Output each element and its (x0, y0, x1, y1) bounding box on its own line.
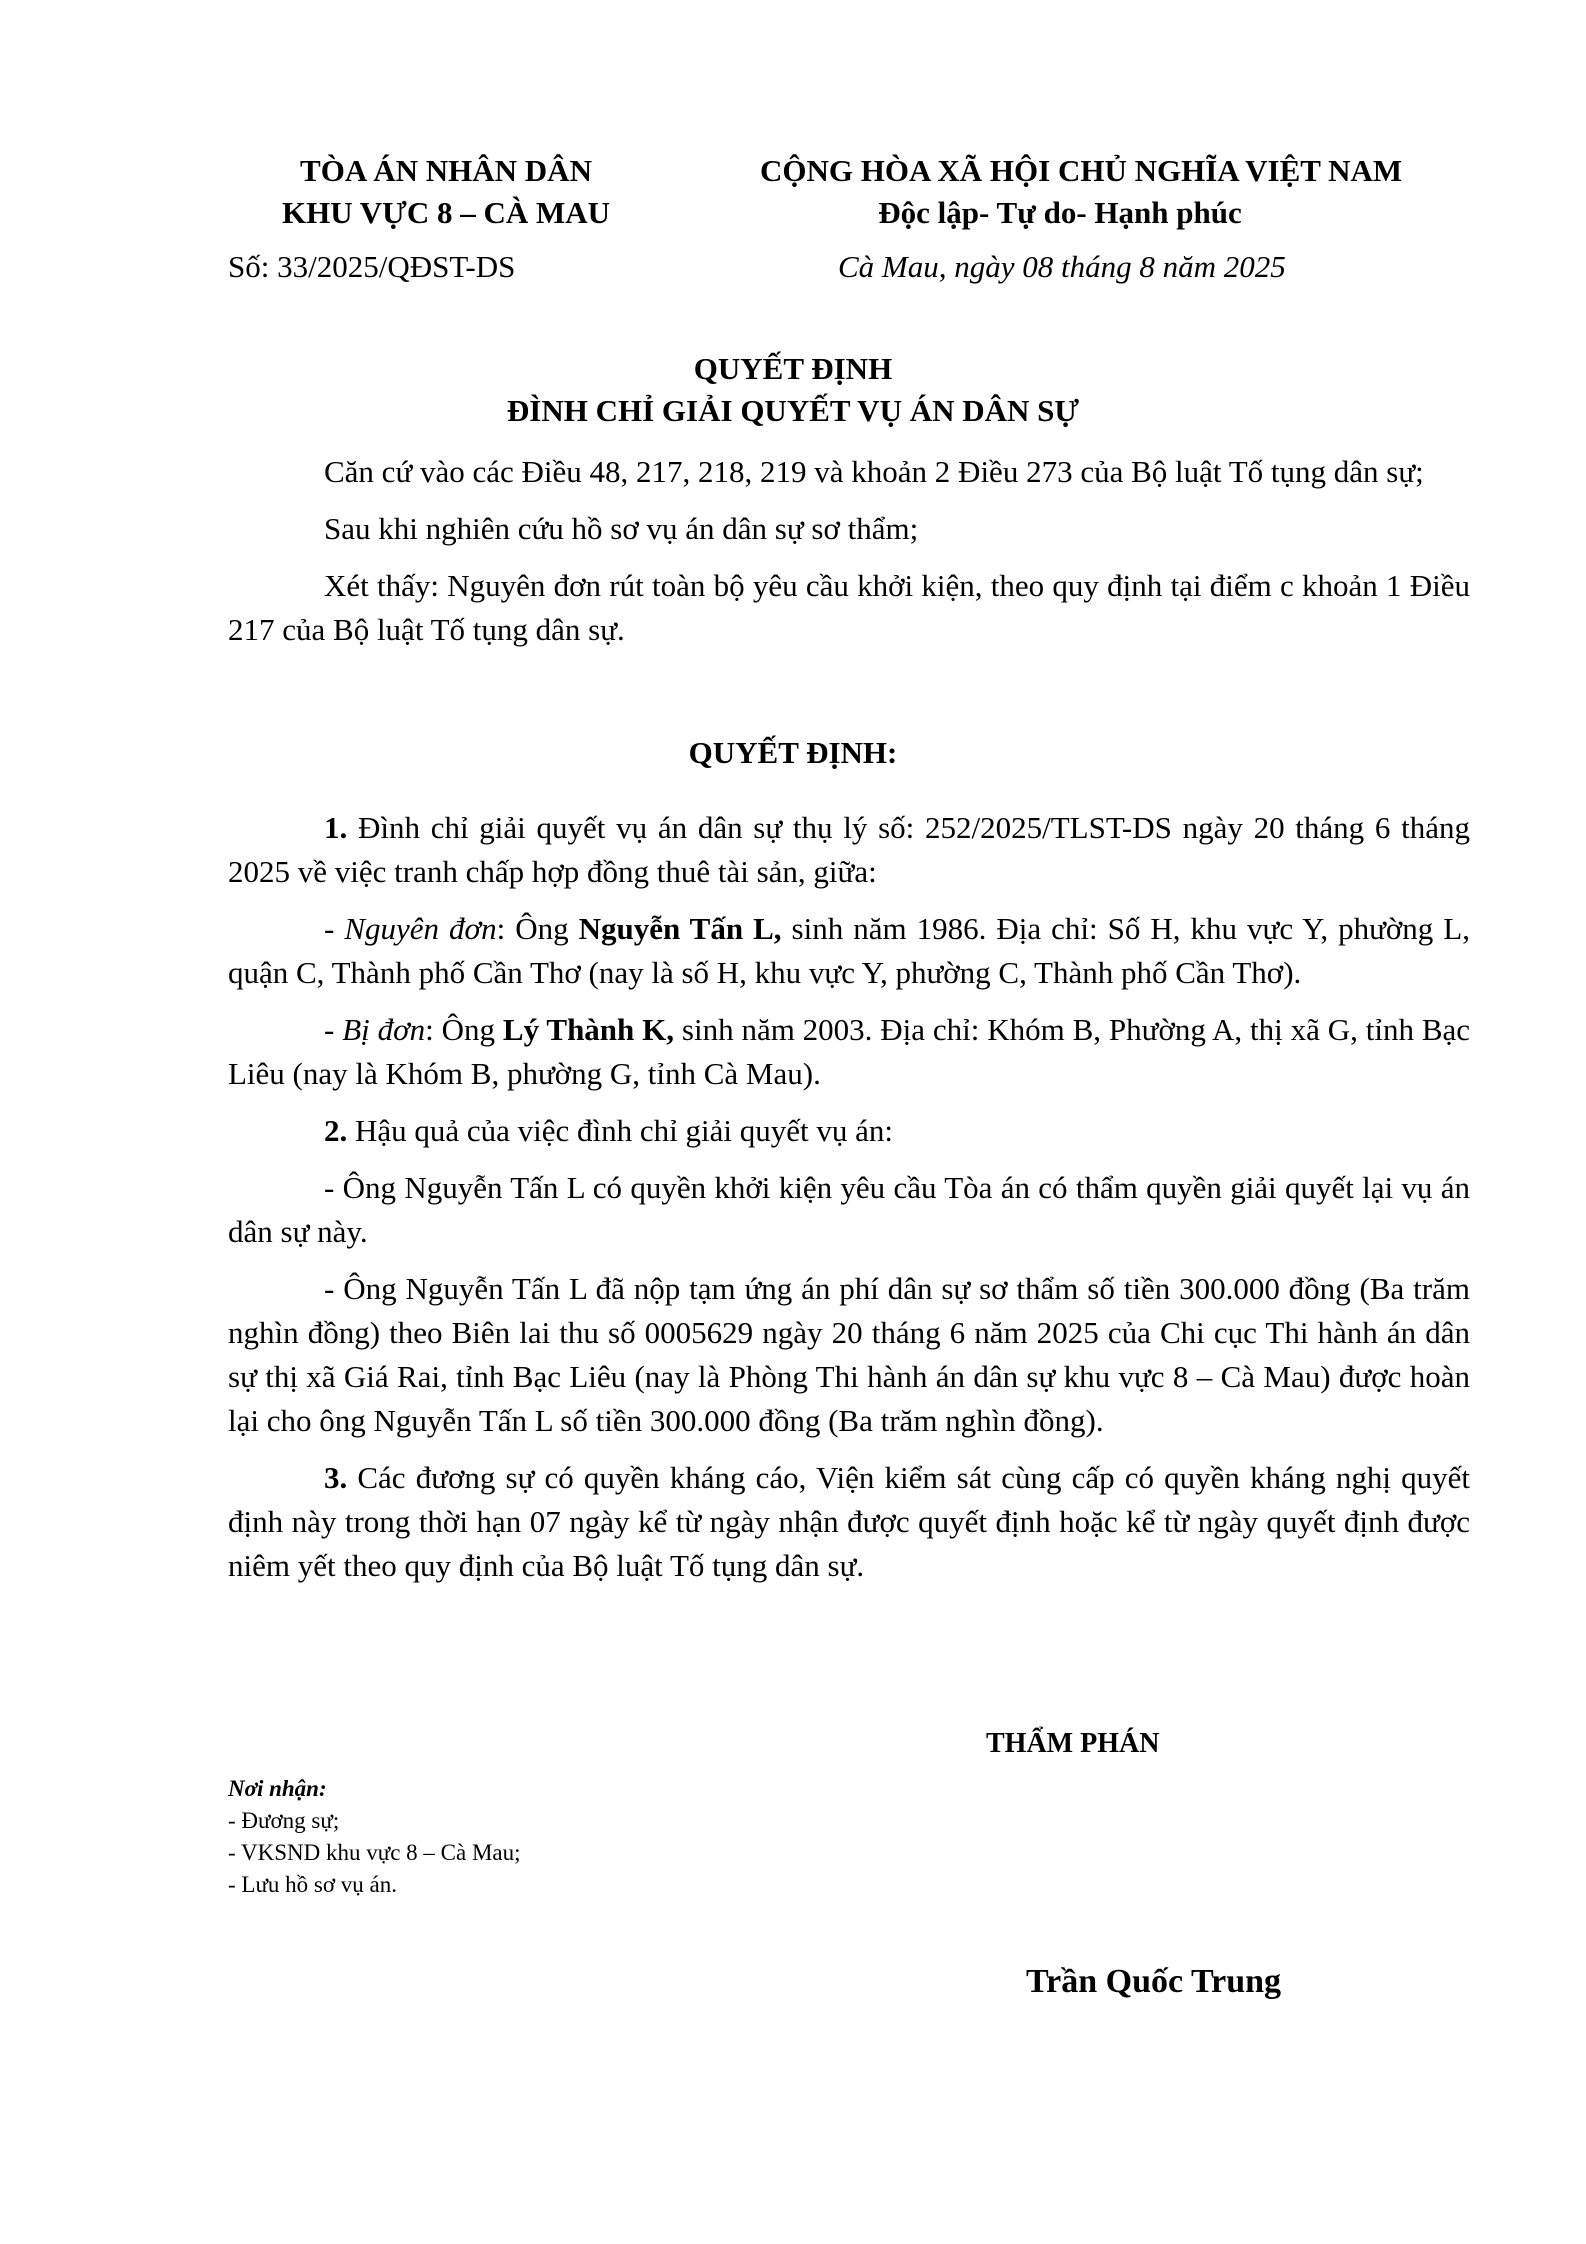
consequence-right-to-sue: - Ông Nguyễn Tấn L có quyền khởi kiện yêu cầu Tòa án có thẩm quyền giải quyết lại vụ án dân sự này. (228, 1170, 1470, 1249)
court-header (226, 150, 666, 234)
decision-item-1: 1. Đình chỉ giải quyết vụ án dân sự thụ lý số: 252/2025/TLST-DS ngày 20 tháng 6 tháng 2025 về việc tranh chấp hợp đồng thuê tài sản, giữa: (228, 810, 1470, 889)
defendant-name: Lý Thành K, (502, 1012, 675, 1047)
place-date: Cà Mau, ngày 08 tháng 8 năm 2025 (838, 249, 1286, 284)
item-number: 2. (324, 1113, 348, 1148)
defendant-paragraph: - Bị đơn: Ông Lý Thành K, sinh năm 2003. Địa chỉ: Khóm B, Phường A, thị xã G, tỉnh Bạc Liêu (nay là Khóm B, phường G, tỉnh Cà Mau). (228, 1012, 1471, 1091)
signer-name: Trần Quốc Trung (1026, 1963, 1282, 2000)
decision-body (228, 806, 1470, 1588)
plaintiff-name: Nguyễn Tấn L, (578, 911, 782, 946)
court-region: KHU VỰC 8 – CÀ MAU (281, 195, 611, 230)
nation-name: CỘNG HÒA XÃ HỘI CHỦ NGHĨA VIỆT NAM (760, 153, 1403, 188)
defendant-role: Bị đơn (342, 1012, 426, 1047)
recipient-item: - Lưu hồ sơ vụ án. (228, 1872, 397, 1897)
preamble (228, 450, 1470, 652)
plaintiff-role: Nguyên đơn (344, 911, 497, 946)
consequence-fee-refund: - Ông Nguyễn Tấn L đã nộp tạm ứng án phí dân sự sơ thẩm số tiền 300.000 đồng (Ba trăm nghìn đồng) theo Biên lai thu số 0005629 ngày 20 tháng 6 năm 2025 của Chi cục Thi hành án dân sự thị xã Giá Rai, tỉnh Bạc Liêu (nay là Phòng Thi hành án dân sự khu vực 8 – Cà Mau) được hoàn lại cho ông Nguyễn Tấn L số tiền 300.000 đồng (Ba trăm nghìn đồng). (228, 1271, 1470, 1438)
nation-motto: Độc lập- Tự do- Hạnh phúc (878, 195, 1242, 230)
document-subtitle: ĐÌNH CHỈ GIẢI QUYẾT VỤ ÁN DÂN SỰ (506, 393, 1080, 428)
item-number: 1. (324, 810, 348, 845)
signer-title: THẨM PHÁN (986, 1728, 1160, 1759)
preamble-finding: Xét thấy: Nguyên đơn rút toàn bộ yêu cầu khởi kiện, theo quy định tại điểm c khoản 1 Điều 217 của Bộ luật Tố tụng dân sự. (228, 568, 1470, 647)
decision-item-3: 3. Các đương sự có quyền kháng cáo, Viện kiểm sát cùng cấp có quyền kháng nghị quyết định này trong thời hạn 07 ngày kể từ ngày nhận được quyết định hoặc kể từ ngày quyết định được niêm yết theo quy định của Bộ luật Tố tụng dân sự. (228, 1460, 1470, 1583)
recipients-heading: Nơi nhận: (228, 1776, 327, 1801)
recipient-item: - VKSND khu vực 8 – Cà Mau; (228, 1840, 521, 1865)
national-header (760, 150, 1403, 234)
preamble-review: Sau khi nghiên cứu hồ sơ vụ án dân sự sơ thẩm; (324, 511, 919, 546)
plaintiff-paragraph: - Nguyên đơn: Ông Nguyễn Tấn L, sinh năm 1986. Địa chỉ: Số H, khu vực Y, phường L, quận C, Thành phố Cần Thơ (nay là số H, khu vực Y, phường C, Thành phố Cần Thơ). (228, 911, 1470, 990)
document-number: Số: 33/2025/QĐST-DS (228, 249, 516, 284)
recipient-item: - Đương sự; (228, 1808, 340, 1833)
recipients-block (228, 1773, 521, 1901)
document-title: QUYẾT ĐỊNH (693, 351, 893, 386)
decision-item-2: 2. Hậu quả của việc đình chỉ giải quyết vụ án: (324, 1113, 894, 1148)
court-name: TÒA ÁN NHÂN DÂN (300, 153, 592, 188)
item-number: 3. (324, 1460, 348, 1495)
preamble-legal-basis: Căn cứ vào các Điều 48, 217, 218, 219 và khoản 2 Điều 273 của Bộ luật Tố tụng dân sự; (324, 454, 1424, 489)
decision-heading: QUYẾT ĐỊNH: (688, 735, 898, 770)
